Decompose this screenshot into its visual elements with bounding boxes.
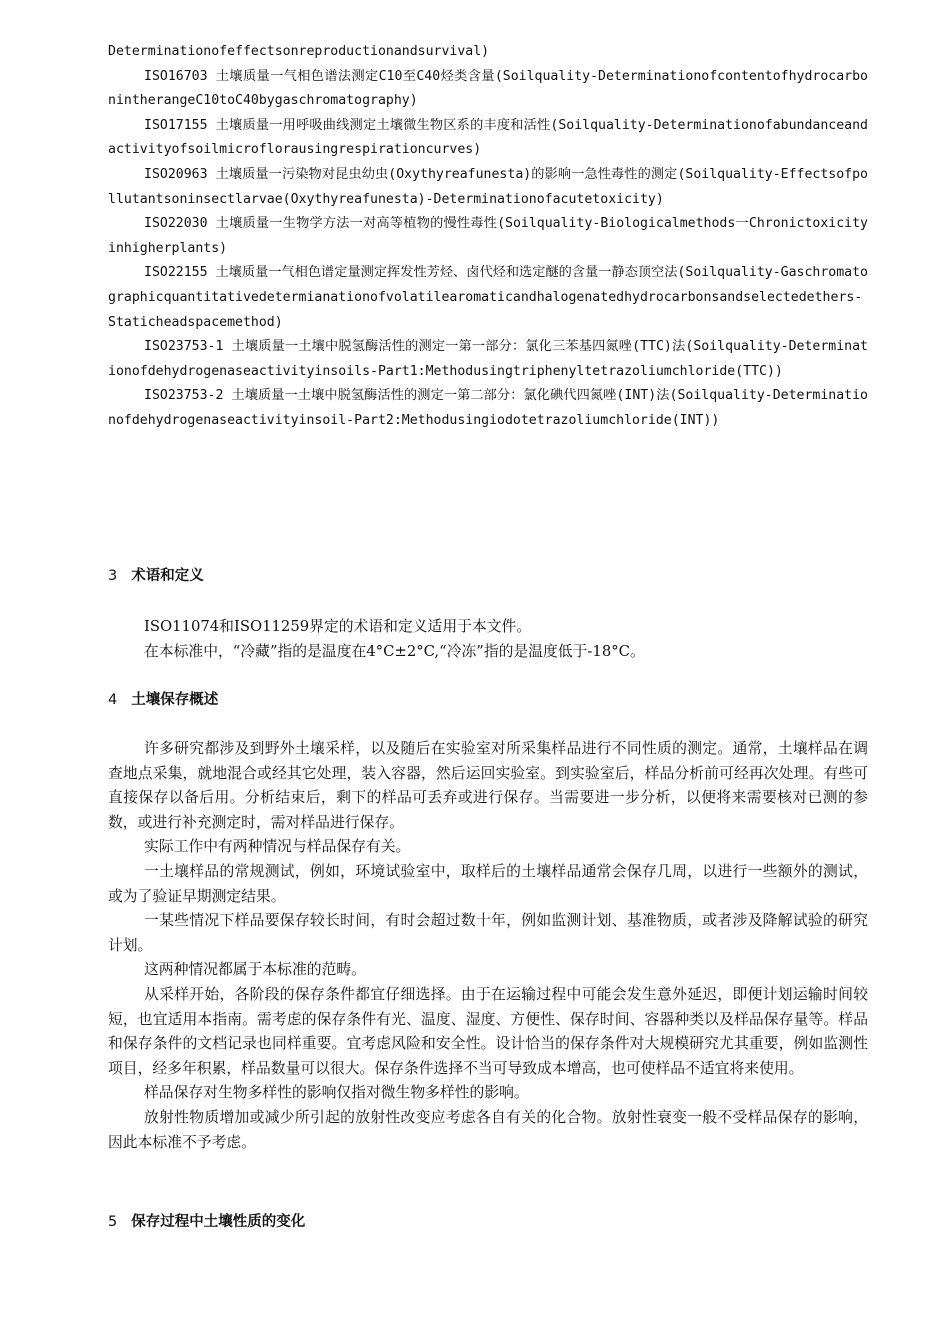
paragraph: 样品保存对生物多样性的影响仅指对微生物多样性的影响。 — [144, 1084, 529, 1102]
section-number: 3 — [108, 568, 118, 584]
paragraph: 一土壤样品的常规测试，例如，环境试验室中，取样后的土壤样品通常会保存几周，以进行一些额外的测试，或为了验证早期测定结果。 — [108, 862, 868, 905]
section-number: 4 — [108, 692, 118, 708]
reference-item: ISO17155 土壤质量一用呼吸曲线测定土壤微生物区系的丰度和活性(Soilquality-Determinationofabundanceandactivityofsoilmicroflorausingrespirationcurves) — [108, 117, 868, 158]
section-number: 5 — [108, 1214, 118, 1230]
reference-item: ISO20963 土壤质量一污染物对昆虫幼虫(Oxythyreafunesta)的影响一急性毒性的测定(Soilquality-Effectsofpollutantsoninsectlarvae(Oxythyreafunesta)-Determinationofacutetoxicity) — [108, 166, 868, 207]
section-title: 术语和定义 — [131, 568, 204, 584]
paragraph: 放射性物质增加或减少所引起的放射性改变应考虑各自有关的化合物。放射性衰变一般不受样品保存的影响，因此本标准不予考虑。 — [108, 1108, 868, 1151]
section-4-body — [108, 737, 868, 1155]
section-5-heading — [108, 1210, 305, 1231]
paragraph: 在本标准中，“冷藏”指的是温度在4°C±2°C,“冷冻”指的是温度低于-18°C。 — [144, 642, 645, 660]
normative-references-list — [108, 40, 868, 434]
paragraph: 这两种情况都属于本标准的范畴。 — [144, 961, 366, 979]
section-3-body — [108, 615, 868, 664]
reference-item: ISO16703 土壤质量一气相色谱法测定C10至C40烃类含量(Soilquality-DeterminationofcontentofhydrocarbonintherangeC10toC40bygaschromatography) — [108, 68, 868, 109]
paragraph: 许多研究都涉及到野外土壤采样，以及随后在实验室对所采集样品进行不同性质的测定。通常，土壤样品在调查地点采集，就地混合或经其它处理，装入容器，然后运回实验室。到实验室后，样品分析前可经再次处理。有些可直接保存以备后用。分析结束后，剩下的样品可丢弃或进行保存。当需要进一步分析，以便将来需要核对已测的参数，或进行补充测定时，需对样品进行保存。 — [108, 740, 868, 831]
paragraph: 从采样开始，各阶段的保存条件都宜仔细选择。由于在运输过程中可能会发生意外延迟，即便计划运输时间较短，也宜适用本指南。需考虑的保存条件有光、温度、湿度、方便性、保存时间、容器种类以及样品保存量等。样品和保存条件的文档记录也同样重要。宜考虑风险和安全性。设计恰当的保存条件对大规模研究尤其重要，例如监测性项目，经多年积累，样品数量可以很大。保存条件选择不当可导致成本增高，也可使样品不适宜将来使用。 — [108, 985, 868, 1077]
section-4-heading — [108, 688, 218, 709]
reference-item: ISO22030 土壤质量一生物学方法一对高等植物的慢性毒性(Soilquality-Biologicalmethods一Chronictoxicityinhigherplants) — [108, 216, 868, 256]
reference-item: ISO23753-2 土壤质量一土壤中脱氢酶活性的测定一第二部分：氯化碘代四氮唑(INT)法(Soilquality-Determinationofdehydrogenaseactivityinsoil-Part2:Methodusingiodotetrazoliumchloride(INT)) — [108, 388, 868, 428]
section-3-heading — [108, 564, 204, 585]
paragraph: 实际工作中有两种情况与样品保存有关。 — [144, 838, 411, 856]
section-title: 土壤保存概述 — [131, 692, 219, 708]
paragraph: 一某些情况下样品要保存较长时间，有时会超过数十年，例如监测计划、基准物质，或者涉及降解试验的研究计划。 — [108, 912, 868, 954]
document-page — [108, 40, 868, 1230]
paragraph: ISO11074和ISO11259界定的术语和定义适用于本文件。 — [144, 618, 532, 635]
reference-item: ISO22155 土壤质量一气相色谱定量测定挥发性芳烃、卤代烃和选定醚的含量一静态顶空法(Soilquality-Gaschromatographicquantitativedetermianationofvolatilearomaticandhalogenatedhydrocarbonsandselectedethers-Staticheadspacemethod) — [108, 265, 868, 330]
section-title: 保存过程中土壤性质的变化 — [131, 1214, 306, 1230]
reference-item: Determinationofeffectsonreproductionandsurvival) — [108, 44, 490, 59]
reference-item: ISO23753-1 土壤质量一土壤中脱氢酶活性的测定一第一部分：氯化三苯基四氮唑(TTC)法(Soilquality-Determinationofdehydrogenaseactivityinsoils-Part1:Methodusingtriphenyltetrazoliumchloride(TTC)) — [108, 339, 868, 379]
